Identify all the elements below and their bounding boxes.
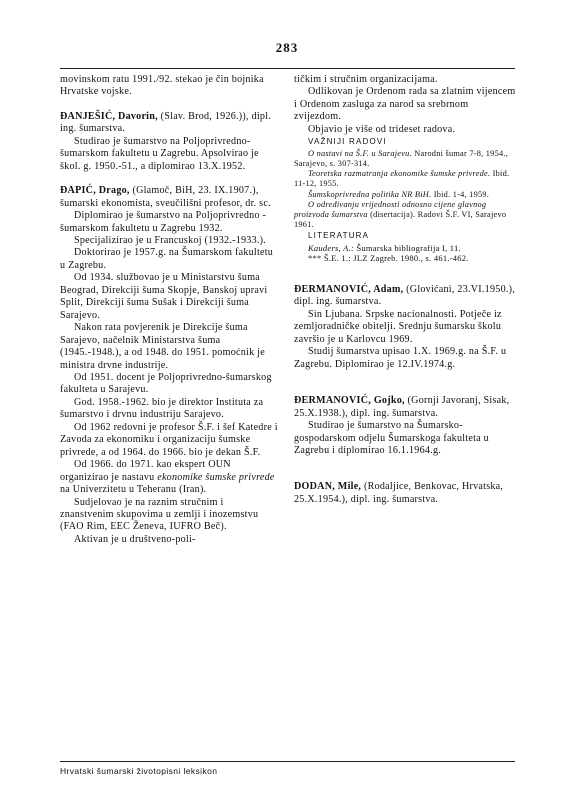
literature-item — [294, 253, 516, 264]
entry-heading — [294, 284, 516, 309]
entry-info: (Glamoč, BiH, 23. IX.1907.), šumarski ekonomista, sveučilišni profesor, dr. sc. — [60, 185, 271, 209]
work-title: O nastavi na Š.F. u Sarajevu. — [308, 148, 412, 158]
paragraph: Studirao je šumarstvo na Šumarsko-gospodarskom odjelu Šumarskoga fakulteta u Zagrebu i diplomirao 16.1.1964.g. — [294, 420, 489, 456]
entry-name: ĐANJEŠIĆ, Davorin, — [60, 110, 158, 122]
paragraph: God. 1958.-1962. bio je direktor Instituta za šumarstvo i drvnu industriju Sarajevo. — [60, 396, 264, 421]
work-item — [294, 169, 516, 189]
paragraph: Objavio je više od trideset radova. — [308, 123, 456, 135]
paragraph: Studirao je šumarstvo na Poljoprivredno-šumarskom fakultetu u Zagrebu. Apsolvirao je škol. g. 1950.-51., a diplomirao 13.X.1952. — [60, 135, 259, 172]
entry-name: ĐAPIĆ, Drago, — [60, 185, 130, 197]
literature-item — [294, 243, 516, 254]
paragraph: Sudjelovao je na raznim stručnim i znanstvenim skupovima u zemlji i inozemstvu (FAO Rim, EEC Ženeva, IUFRO Beč). — [60, 496, 259, 533]
literature-source: Šumarska bibliografija I, 11. — [354, 242, 461, 253]
entry-name: ĐERMANOVIĆ, Adam, — [294, 283, 404, 295]
paragraph-italic: ekonomike šumske privrede — [157, 471, 275, 483]
work-source: Ibid. 1-4, 1959. — [431, 189, 490, 199]
paragraph — [60, 459, 278, 496]
paragraph: Nakon rata povjerenik je Direkcije šuma Sarajevo, načelnik Ministarstva šuma (1945.-1948.), a od 1948. do 1951. pomoćnik je ministra drvne industrije. — [60, 322, 265, 371]
footer-title: Hrvatski šumarski životopisni leksikon — [60, 766, 218, 776]
entry-info: (Rodaljice, Benkovac, Hrvatska, 25.X.1954.), dipl. ing. šumarstva. — [294, 481, 504, 505]
work-item — [294, 149, 516, 169]
paragraph: Specijalizirao je u Francuskoj (1932.-1933.). — [74, 234, 267, 246]
left-column — [60, 74, 278, 546]
continued-text: tičkim i stručnim organizacijama. — [294, 74, 438, 85]
work-source: Ibid. 11-12, 1955. — [294, 169, 510, 189]
paragraph-text: Od 1966. do 1971. kao ekspert OUN organizirao je nastavu — [60, 459, 231, 483]
literature-list — [294, 243, 516, 264]
work-item — [294, 200, 516, 231]
work-source: Narodni šumar 7-8, 1954., Sarajevo, s. 307-314. — [294, 148, 509, 168]
paragraph: Aktivan je u društveno-poli- — [74, 533, 196, 545]
entry-heading — [60, 185, 278, 210]
paragraph: Studij šumarstva upisao 1.X. 1969.g. na Š.F. u Zagrebu. Diplomirao je 12.IV.1974.g. — [294, 346, 507, 370]
literature-author: Kauders, A.: — [308, 242, 355, 253]
literature-source: *** Š.E. 1.: JLZ Zagreb. 1980., s. 461.-462. — [308, 253, 469, 264]
page-number: 283 — [275, 40, 299, 55]
footer-rule — [60, 761, 515, 762]
entry-heading — [60, 111, 278, 136]
entry-name: DODAN, Mile, — [294, 481, 362, 493]
entry-info: (Gornji Javoranj, Sisak, 25.X.1938.), dipl. ing. šumarstva. — [294, 395, 510, 419]
paragraph: Sin Ljubana. Srpske nacionalnosti. Potječe iz zemljoradničke obitelji. Srednju šumarsku školu završio je u Karlovcu 1969. — [294, 308, 502, 345]
works-list — [294, 149, 516, 231]
literature-heading: LITERATURA — [308, 231, 370, 241]
entry-heading — [294, 481, 516, 506]
entry-info: (Glovićani, 23.VI.1950.), dipl. ing. šumarstva. — [294, 283, 516, 308]
work-title: Teoretska razmatranja ekonomike šumske privrede. — [308, 169, 491, 179]
entry-dermanovic-gojko — [294, 395, 516, 457]
entry-heading — [294, 395, 516, 420]
paragraph: Odlikovan je Ordenom rada sa zlatnim vijencem i Ordenom zasluga za narod sa srebrnom zvijezdom. — [294, 86, 516, 123]
header-rule — [60, 68, 515, 69]
work-title: Šumskoprivredna politika NR BiH. — [308, 189, 432, 199]
paragraph: Od 1962 redovni je profesor Š.F. i šef Katedre i Zavoda za ekonomiku i organizaciju šumske privrede, a od 1964. do 1966. bio je dekan Š.F. — [60, 421, 278, 458]
paragraph: Diplomirao je šumarstvo na Poljoprivredno - šumarskom fakultetu u Zagrebu 1932. — [60, 210, 267, 234]
entry-dapic — [60, 185, 278, 546]
entry-name: ĐERMANOVIĆ, Gojko, — [294, 395, 405, 407]
entry-info: (Slav. Brod, 1926.)), dipl. ing. šumarstva. — [60, 110, 272, 135]
entry-dodan — [294, 481, 516, 506]
entry-danjesic — [60, 111, 278, 173]
paragraph: Od 1934. službovao je u Ministarstvu šuma Beograd, Direkciji šuma Skopje, Banskoj upravi Split, Direkciji šuma Sušak i Direkciji šuma Sarajevo. — [60, 272, 268, 321]
works-heading: VAŽNIJI RADOVI — [308, 137, 387, 147]
entry-dermanovic-adam — [294, 284, 516, 371]
paragraph-text: na Univerzitetu u Teheranu (Iran). — [60, 484, 207, 496]
work-title: O određivanju vrijednosti odnosno cijene glavnog proizvoda šumarstva — [294, 199, 487, 219]
paragraph: Doktorirao je 1957.g. na Šumarskom fakultetu u Zagrebu. — [60, 247, 274, 271]
right-column — [294, 74, 516, 506]
work-item — [294, 190, 516, 200]
paragraph: Od 1951. docent je Poljoprivredno-šumarskog fakulteta u Sarajevu. — [60, 371, 272, 396]
work-source: (disertacija). Radovi Š.F. VI, Sarajevo 1961. — [294, 209, 507, 230]
intro-text: movinskom ratu 1991./92. stekao je čin bojnika Hrvatske vojske. — [60, 74, 264, 98]
